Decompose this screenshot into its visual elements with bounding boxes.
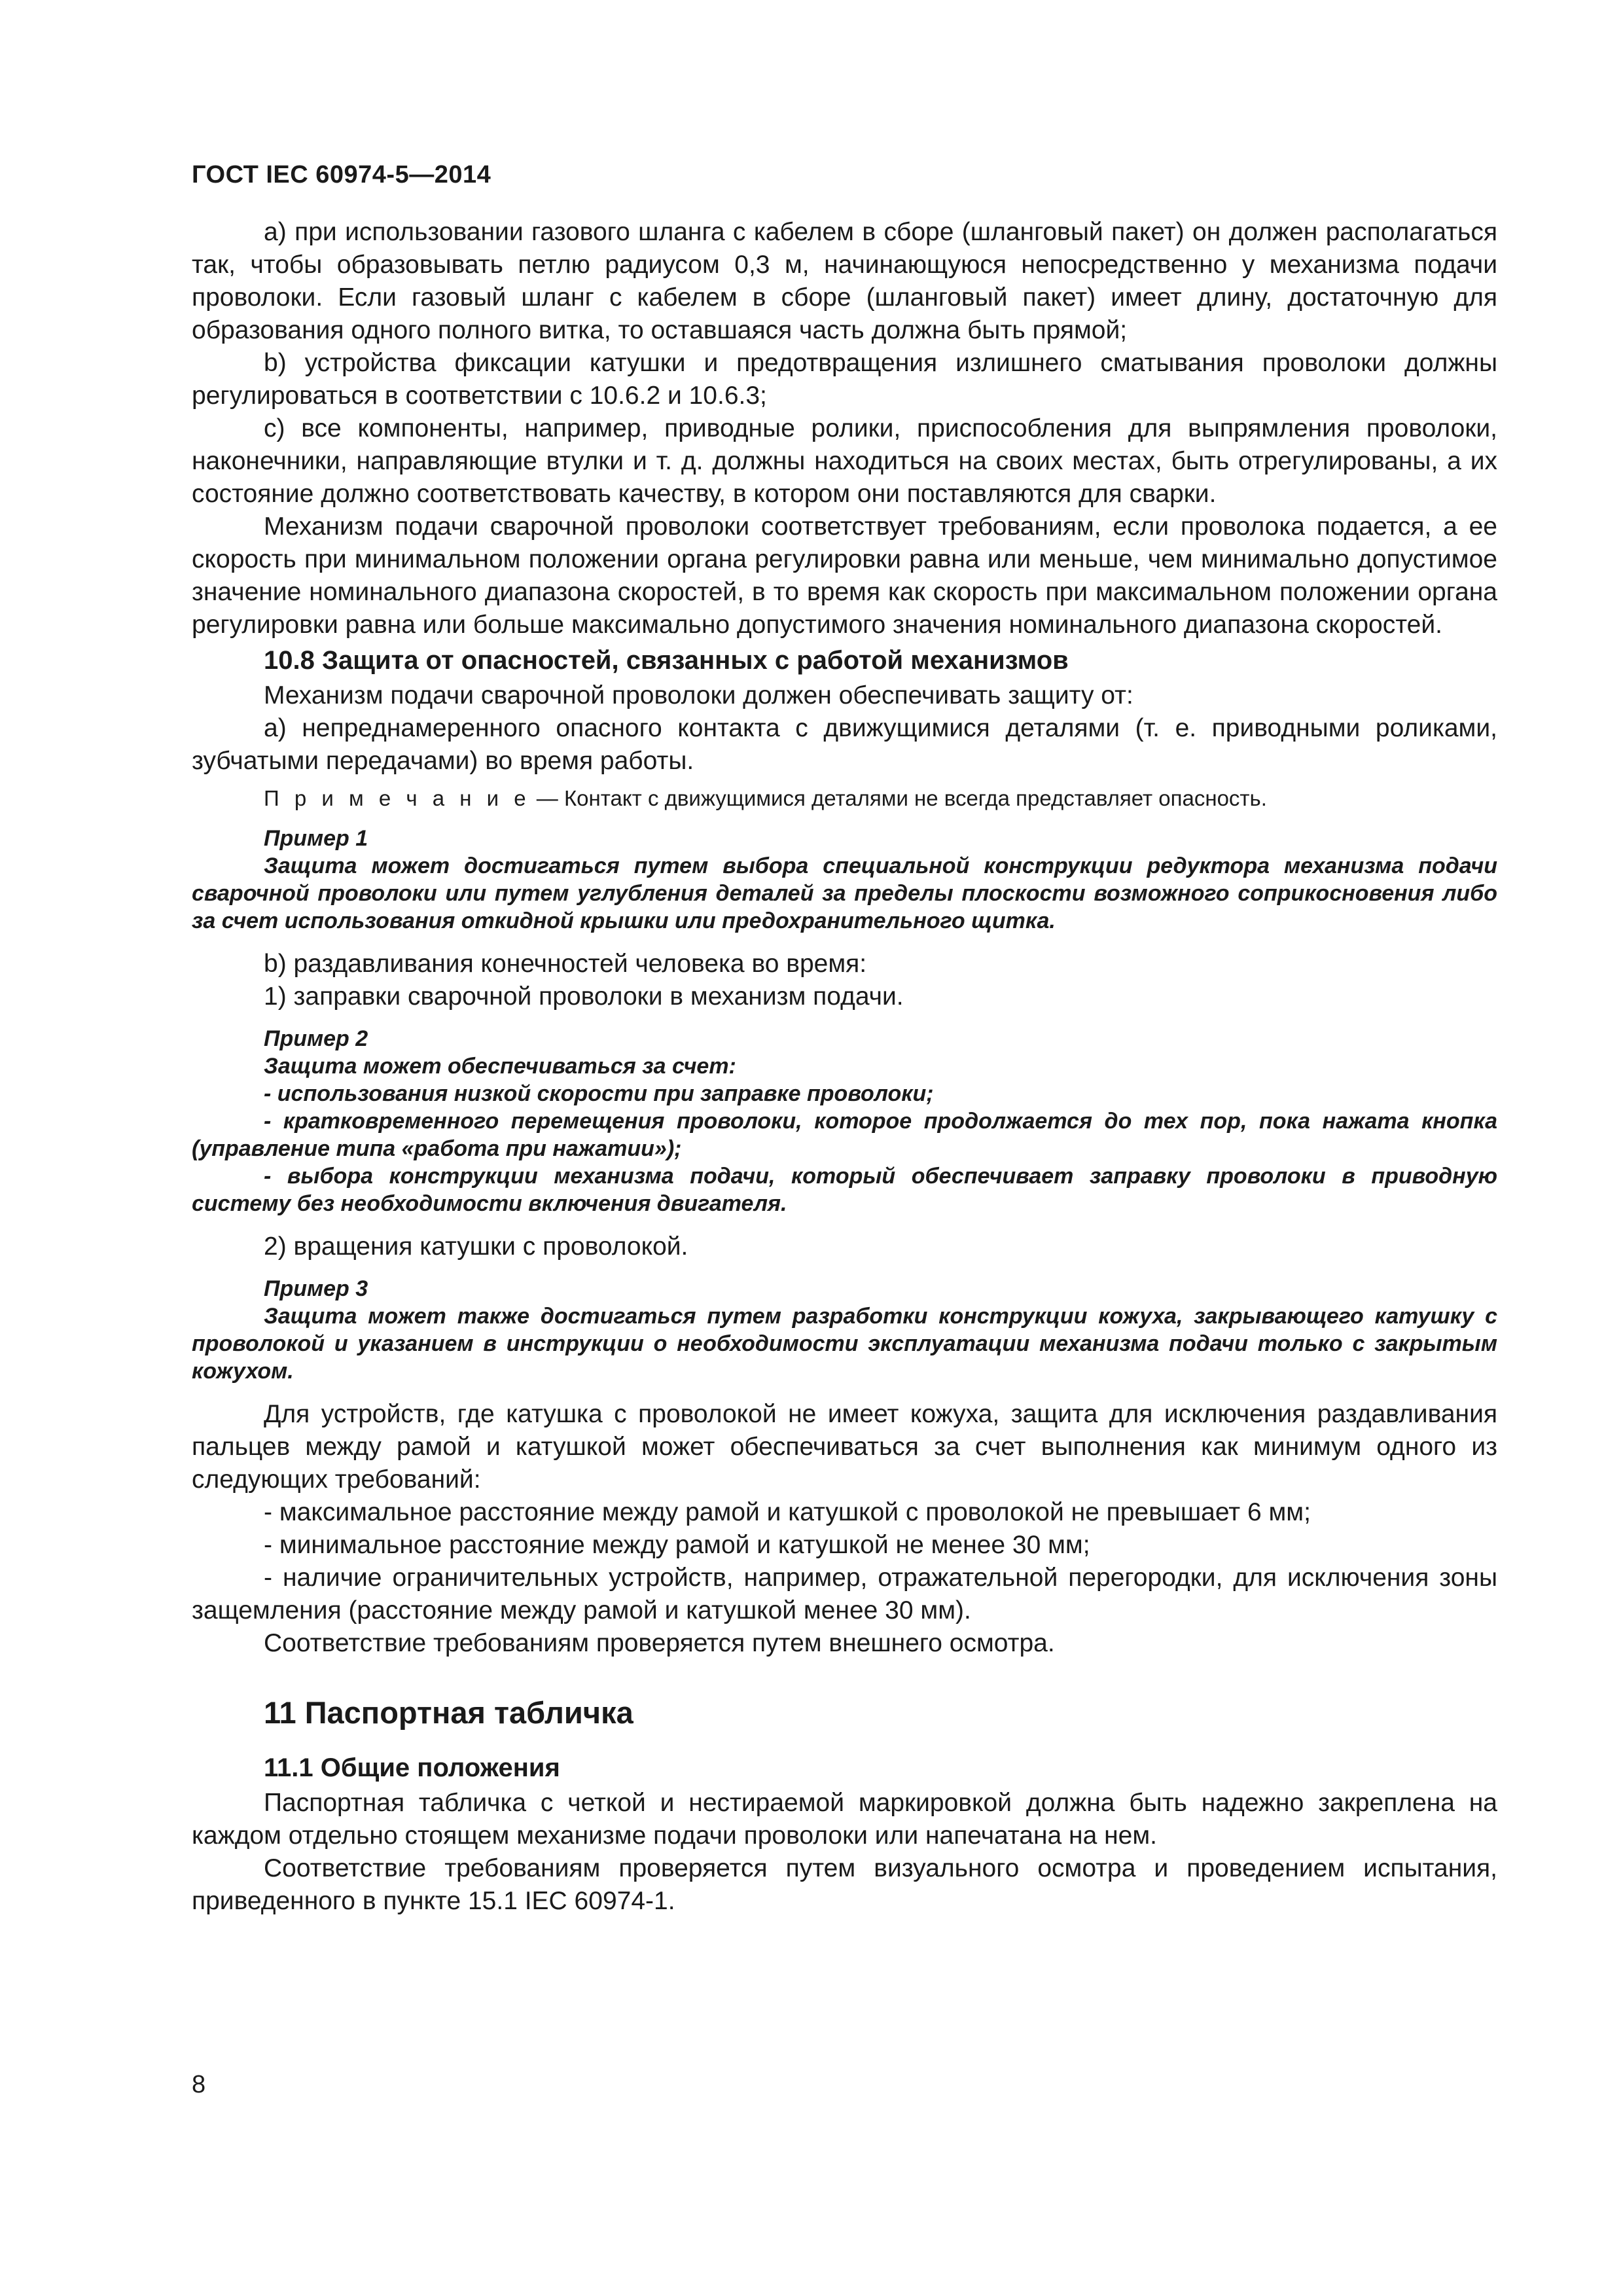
example-2-line-3: - кратковременного перемещения проволоки, которое продолжается до тех пор, пока нажата кнопка (управление типа «работа при нажатии»); — [192, 1109, 1497, 1161]
example-2-line-1: Защита может обеспечиваться за счет: — [264, 1054, 736, 1079]
example-2-title: Пример 2 — [264, 1026, 368, 1051]
example-3 — [192, 1275, 1497, 1385]
section-heading-11: 11 Паспортная табличка — [264, 1695, 633, 1730]
note-text: — Контакт с движущимися деталями не всегда представляет опасность. — [530, 786, 1267, 810]
document-header: ГОСТ IEC 60974-5—2014 — [192, 161, 491, 188]
example-1-text: Защита может достигаться путем выбора специальной конструкции редуктора механизма подачи сварочной проволоки или путем углубления деталей за пределы плоскости возможного соприкосновения либо за счет использования откидной крышки или предохранительного щитка. — [192, 853, 1497, 933]
example-3-text: Защита может также достигаться путем разработки конструкции кожуха, закрывающего катушку с проволокой и указанием в инструкции о необходимости эксплуатации механизма подачи только с закрытым кожухом. — [192, 1304, 1497, 1384]
requirement-item-2: - минимальное расстояние между рамой и катушкой не менее 30 мм; — [264, 1531, 1090, 1559]
paragraph-item-a-contact: a) непреднамеренного опасного контакта с движущимися деталями (т. е. приводными роликами, зубчатыми передачами) во время работы. — [192, 714, 1497, 775]
paragraph-compliance-check: Соответствие требованиям проверяется путем внешнего осмотра. — [264, 1629, 1055, 1657]
paragraph-devices: Для устройств, где катушка с проволокой не имеет кожуха, защита для исключения раздавливания пальцев между рамой и катушкой может обеспечиваться за счет выполнения как минимум одного из следующих требований: — [192, 1400, 1497, 1494]
paragraph-compliance-check-2: Соответствие требованиям проверяется путем визуального осмотра и проведением испытания, приведенного в пункте 15.1 IEC 60974-1. — [192, 1854, 1497, 1915]
paragraph-item-1: 1) заправки сварочной проволоки в механизм подачи. — [264, 982, 904, 1011]
paragraph-item-c: c) все компоненты, например, приводные ролики, приспособления для выпрямления проволоки, наконечники, направляющие втулки и т. д. должны находиться на своих местах, быть отрегулированы, а их состояние должно соответствовать качеству, в котором они поставляются для сварки. — [192, 414, 1497, 508]
paragraph-protection: Механизм подачи сварочной проволоки должен обеспечивать защиту от: — [264, 681, 1133, 709]
example-1 — [192, 825, 1497, 935]
paragraph-mechanism: Механизм подачи сварочной проволоки соответствует требованиям, если проволока подается, а ее скорость при минимальном положении органа регулировки равна или меньше, чем минимально допустимое значение номинального диапазона скоростей, в то время как скорость при максимальном положении органа регулировки равна или больше максимально допустимого значения номинального диапазона скоростей. — [192, 512, 1497, 639]
section-heading-11-1: 11.1 Общие положения — [264, 1753, 560, 1782]
note — [192, 784, 1497, 813]
section-heading-10-8: 10.8 Защита от опасностей, связанных с работой механизмов — [264, 646, 1069, 675]
example-2-line-2: - использования низкой скорости при заправке проволоки; — [264, 1081, 934, 1106]
page-number: 8 — [192, 2071, 206, 2098]
requirement-item-1: - максимальное расстояние между рамой и катушкой с проволокой не превышает 6 мм; — [264, 1498, 1311, 1526]
paragraph-item-2: 2) вращения катушки с проволокой. — [264, 1232, 688, 1261]
example-1-title: Пример 1 — [264, 826, 368, 851]
note-label: П р и м е ч а н и е — [264, 786, 531, 810]
example-2-line-4: - выбора конструкции механизма подачи, который обеспечивает заправку проволоки в приводную систему без необходимости включения двигателя. — [192, 1164, 1497, 1216]
example-2 — [192, 1025, 1497, 1217]
document-body — [192, 216, 1497, 1918]
paragraph-nameplate: Паспортная табличка с четкой и нестираемой маркировкой должна быть надежно закреплена на каждом отдельно стоящем механизме подачи проволоки или напечатана на нем. — [192, 1789, 1497, 1850]
paragraph-item-b-crushing: b) раздавливания конечностей человека во время: — [264, 950, 867, 978]
requirement-item-3: - наличие ограничительных устройств, например, отражательной перегородки, для исключения зоны защемления (расстояние между рамой и катушкой менее 30 мм). — [192, 1564, 1497, 1624]
paragraph-item-b: b) устройства фиксации катушки и предотвращения излишнего сматывания проволоки должны регулироваться в соответствии с 10.6.2 и 10.6.3; — [192, 349, 1497, 410]
example-3-title: Пример 3 — [264, 1276, 368, 1301]
paragraph-item-a: a) при использовании газового шланга с кабелем в сборе (шланговый пакет) он должен располагаться так, чтобы образовывать петлю радиусом 0,3 м, начинающуюся непосредственно у механизма подачи проволоки. Если газовый шланг с кабелем в сборе (шланговый пакет) имеет длину, достаточную для образования одного полного витка, то оставшаяся часть должна быть прямой; — [192, 218, 1497, 344]
